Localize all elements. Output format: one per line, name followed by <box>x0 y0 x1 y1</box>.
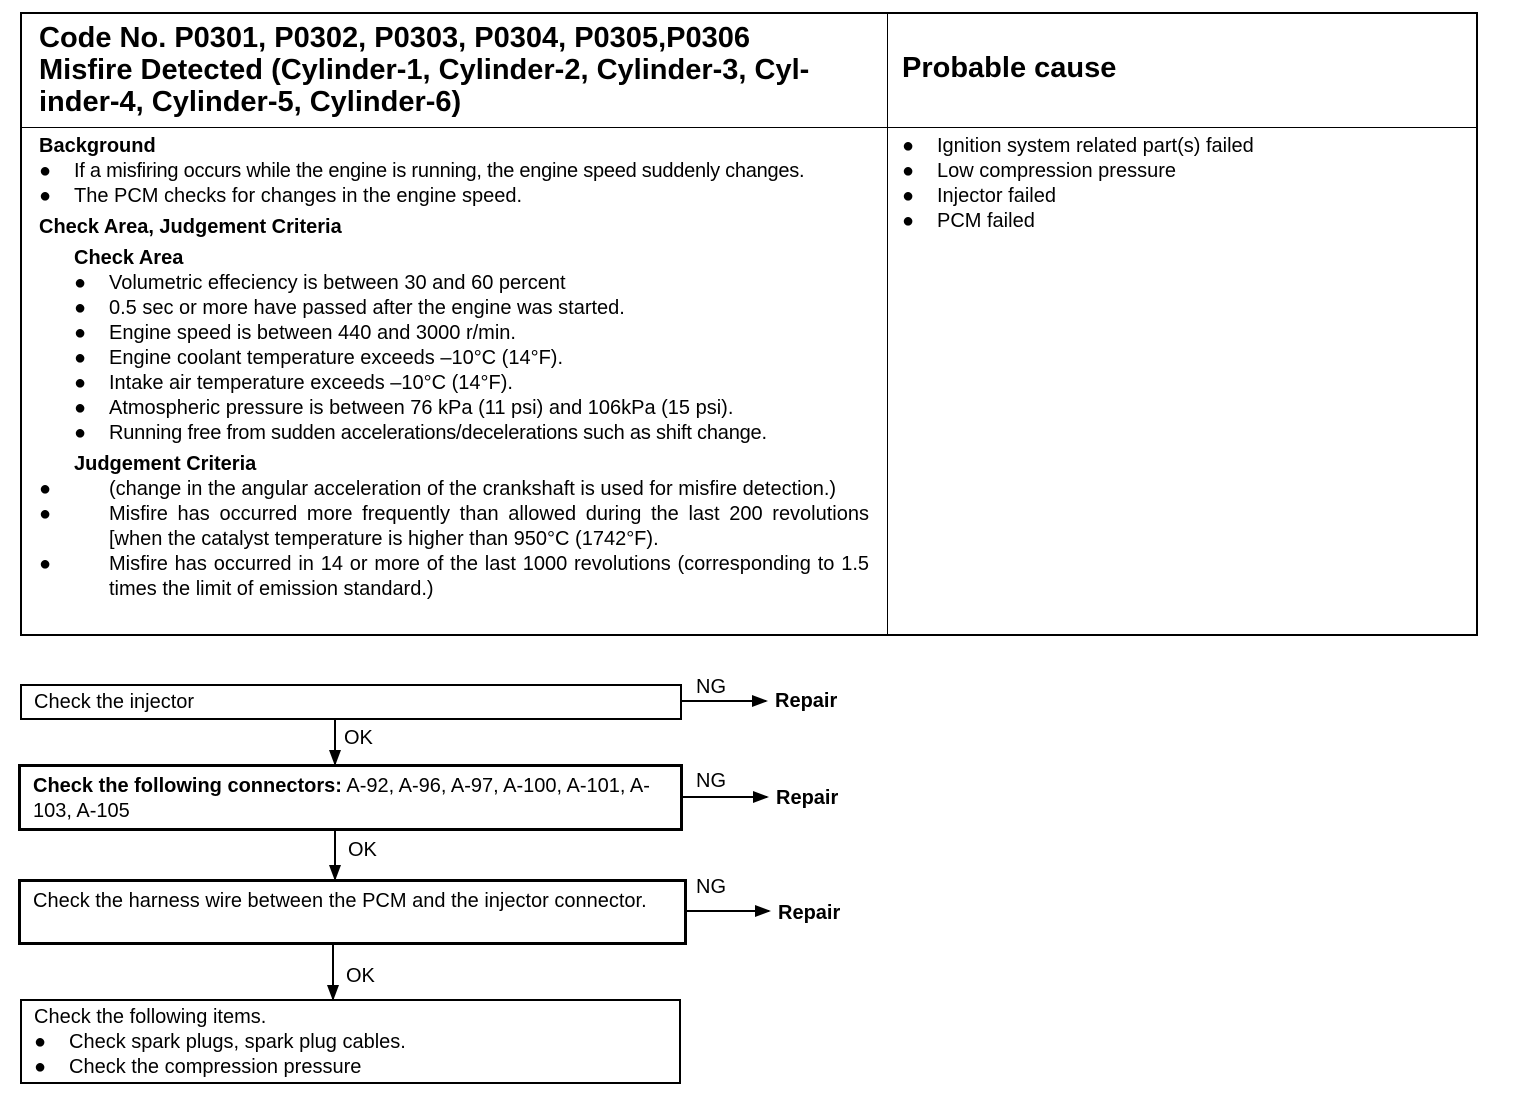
repair-label: Repair <box>776 787 839 809</box>
check-area-item: ● Running free from sudden accelerations/decelerations such as shift change. <box>74 422 767 444</box>
dtc-table <box>20 12 1478 636</box>
background-item: ● The PCM checks for changes in the engine speed. <box>39 185 523 207</box>
bullet-icon: ● <box>74 347 87 369</box>
header-divider <box>22 127 1476 128</box>
judgement-item: ● Misfire has occurred more frequently than allowed during the last 200 revolutions [when the catalyst temperature is higher than 950°C (1742°F). <box>39 503 869 550</box>
dtc-title-line: Misfire Detected (Cylinder-1, Cylinder-2, Cylinder-3, Cyl- <box>39 54 810 86</box>
bullet-icon: ● <box>902 185 915 207</box>
ok-label: OK <box>348 839 377 861</box>
ng-label: NG <box>696 876 726 898</box>
step-text: Check the harness wire between the PCM and the injector connector. <box>33 890 647 912</box>
check-area-item: ● Atmospheric pressure is between 76 kPa (11 psi) and 106kPa (15 psi). <box>74 397 734 419</box>
step-bold-text: Check the following connectors: <box>33 775 342 797</box>
ng-arrow <box>682 700 766 702</box>
check-area-item: ● Volumetric effeciency is between 30 and 60 percent <box>74 272 566 294</box>
probable-cause-heading: Probable cause <box>902 52 1117 84</box>
bullet-icon: ● <box>74 272 87 294</box>
check-area-item: ● Engine coolant temperature exceeds –10°C (14°F). <box>74 347 564 369</box>
bullet-icon: ● <box>902 210 915 232</box>
repair-label: Repair <box>775 690 838 712</box>
bullet-icon: ● <box>74 422 87 444</box>
step-check-items <box>20 999 681 1084</box>
step-text: Check the injector <box>34 691 195 713</box>
step-text: A-92, A-96, A-97, A-100, A-101, A-103, A-105 <box>33 775 650 822</box>
dtc-title <box>39 22 869 118</box>
bullet-icon: ● <box>74 297 87 319</box>
bullet-icon: ● <box>902 135 915 157</box>
step-item: ● Check the compression pressure <box>34 1056 362 1078</box>
ng-label: NG <box>696 676 726 698</box>
judgement-criteria-heading: Judgement Criteria <box>74 453 257 475</box>
bullet-icon: ● <box>74 397 87 419</box>
dtc-title-line: Code No. P0301, P0302, P0303, P0304, P0305,P0306 <box>39 22 750 54</box>
bullet-icon: ● <box>74 372 87 394</box>
check-area-item: ● Intake air temperature exceeds –10°C (14°F). <box>74 372 513 394</box>
ng-label: NG <box>696 770 726 792</box>
judgement-item: ● (change in the angular acceleration of the crankshaft is used for misfire detection.) <box>39 478 837 500</box>
ok-label: OK <box>344 727 373 749</box>
check-area-item: ● Engine speed is between 440 and 3000 r/min. <box>74 322 516 344</box>
bullet-icon: ● <box>39 553 52 575</box>
judgement-item: ● Misfire has occurred in 14 or more of the last 1000 revolutions (corresponding to 1.5 times the limit of emission standard.) <box>39 553 869 600</box>
ok-arrow <box>334 831 336 879</box>
probable-cause-item: ● Low compression pressure <box>902 160 1176 182</box>
repair-label: Repair <box>778 902 841 924</box>
ok-label: OK <box>346 965 375 987</box>
bullet-icon: ● <box>34 1031 47 1053</box>
bullet-icon: ● <box>39 478 52 500</box>
background-item: ● If a misfiring occurs while the engine is running, the engine speed suddenly changes. <box>39 160 805 182</box>
ng-arrow <box>683 796 767 798</box>
probable-cause-item: ● Injector failed <box>902 185 1056 207</box>
background-heading: Background <box>39 135 156 157</box>
column-divider <box>887 14 888 634</box>
step-title: Check the following items. <box>34 1006 267 1028</box>
check-area-judgement-heading: Check Area, Judgement Criteria <box>39 216 342 238</box>
ok-arrow <box>334 720 336 764</box>
bullet-icon: ● <box>902 160 915 182</box>
probable-cause-item: ● PCM failed <box>902 210 1035 232</box>
ok-arrow <box>332 945 334 999</box>
bullet-icon: ● <box>74 322 87 344</box>
ng-arrow <box>687 910 769 912</box>
description-column <box>39 134 869 602</box>
step-check-injector <box>20 684 682 720</box>
bullet-icon: ● <box>39 160 52 182</box>
dtc-title-line: inder-4, Cylinder-5, Cylinder-6) <box>39 86 462 118</box>
bullet-icon: ● <box>39 185 52 207</box>
step-check-harness-wire <box>18 879 687 945</box>
probable-cause-column <box>902 134 1462 234</box>
step-item: ● Check spark plugs, spark plug cables. <box>34 1031 406 1053</box>
probable-cause-item: ● Ignition system related part(s) failed <box>902 135 1254 157</box>
bullet-icon: ● <box>39 503 52 525</box>
bullet-icon: ● <box>34 1056 47 1078</box>
check-area-item: ● 0.5 sec or more have passed after the engine was started. <box>74 297 625 319</box>
check-area-heading: Check Area <box>74 247 184 269</box>
step-check-connectors <box>18 764 683 831</box>
